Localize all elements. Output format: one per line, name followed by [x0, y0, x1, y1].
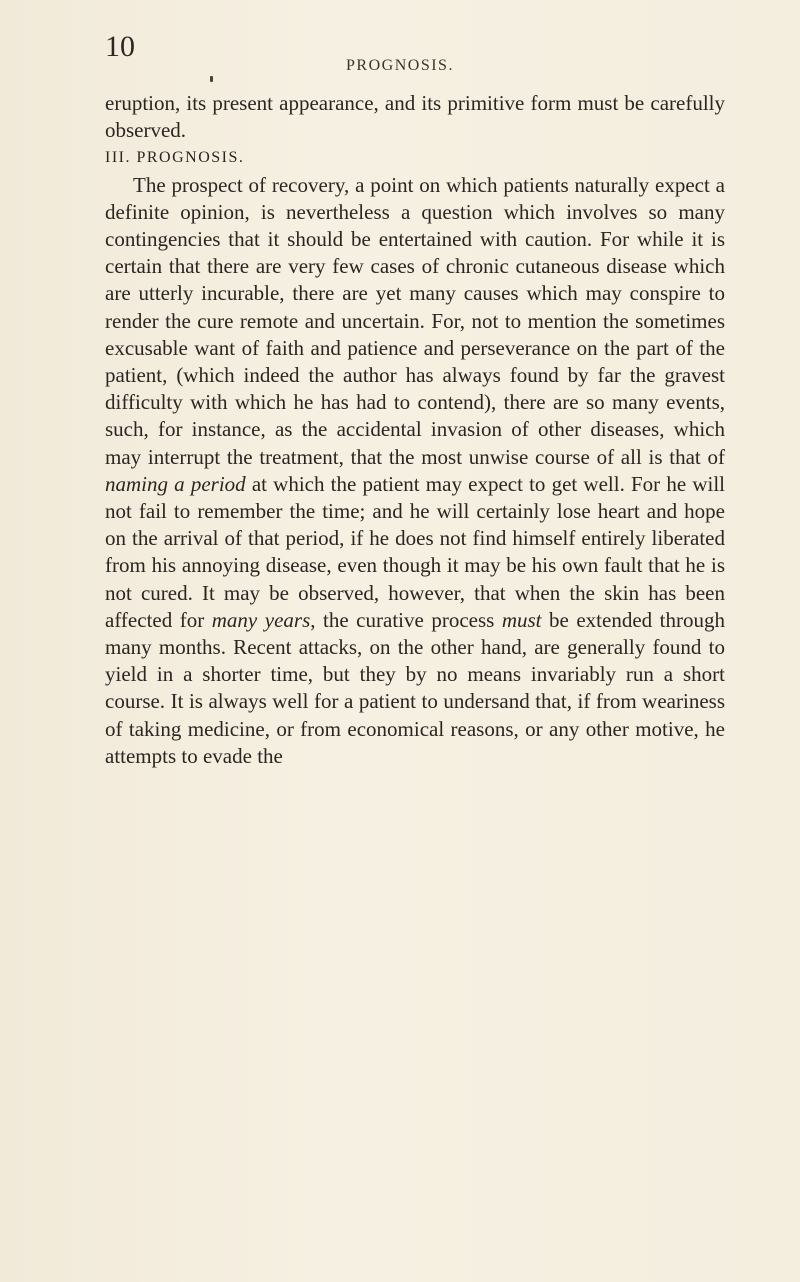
paragraph-text-1: The prospect of recovery, a point on which patients naturally expect a definite opinion, is nevertheless a question which involves so many contingencies that it should be entertained with caution. For while it is certain that there are very few cases of chronic cutaneous disease which are utterly incurable, there are yet many causes which may conspire to render the cure remote and uncertain. For, not to mention the sometimes excusable want of faith and patience and perseverance on the part of the patient, (which indeed the author has always found by far the gravest difficulty with which he has had to contend), there are so many events, such, for instance, as the accidental invasion of other diseases, which may interrupt the treatment, that the most unwise course of all is that of [105, 172, 725, 469]
paragraph-text-4: be extended through many months. Recent attacks, on the other hand, are generally found to yield in a shorter time, but they by no means invariably run a short course. It is always well for a patient to undersand that, if from weariness of taking medicine, or from economical reasons, or any other motive, he attempts to evade the [105, 607, 726, 768]
paragraph-text-2: at which the patient may expect to get well. For he will not fail to remember the time; and he will certainly lose heart and hope on the arrival of that period, if he does not find himself entirely liberated from his annoying disease, even though it may be his own fault that he is not cured. It may be observed, however, that when the skin has been affected for [105, 471, 725, 632]
page-number: 10 [105, 30, 135, 63]
running-head: PROGNOSIS. [346, 57, 454, 74]
opening-paragraph: eruption, its present appearance, and its primitive form must be carefully observed. [105, 91, 725, 143]
ink-speck [210, 76, 213, 82]
body-paragraph [105, 172, 725, 770]
italic-many-years: many years [211, 607, 311, 632]
section-heading: III. PROGNOSIS. [105, 149, 245, 167]
paragraph-text-3: , the curative process [310, 607, 502, 632]
italic-naming-a-period: naming a period [105, 471, 246, 496]
text-block [105, 90, 725, 770]
italic-must: must [501, 607, 542, 632]
